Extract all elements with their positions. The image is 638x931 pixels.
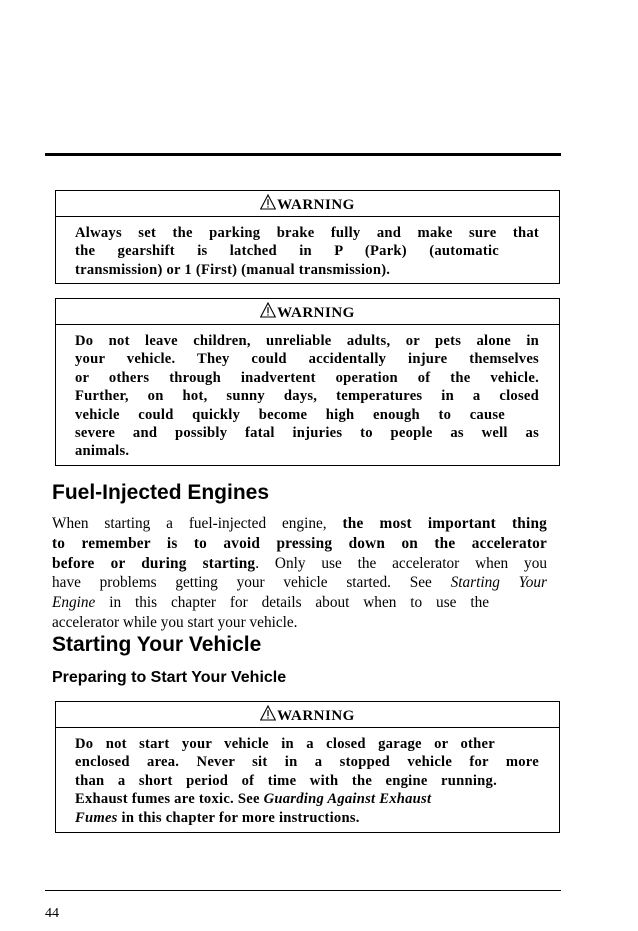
warning-line: Exhaust fumes are toxic. See	[75, 791, 260, 808]
text-run: When starting a fuel-injected engine,	[52, 515, 327, 532]
bold-run: to remember is to avoid pressing down on the accelerator	[52, 534, 547, 552]
warning-text	[56, 325, 559, 465]
warning-line: in this chapter for more instructions.	[121, 809, 360, 826]
warning-line: severe and possibly fatal injuries to people as well as	[75, 425, 539, 442]
warning-line: animals.	[75, 443, 130, 460]
italic-reference: Starting Your	[450, 574, 547, 592]
warning-line: your vehicle. They could accidentally injure themselves	[75, 351, 539, 368]
bold-run: before or during starting	[52, 554, 256, 572]
fuel-injected-paragraph	[52, 514, 547, 633]
heading-fuel-injected-engines: Fuel-Injected Engines	[52, 481, 270, 504]
warning-line: Further, on hot, sunny days, temperatures in a closed	[75, 388, 539, 405]
warning-label: WARNING	[277, 197, 355, 213]
warning-triangle-icon	[260, 194, 276, 210]
warning-line: or others through inadvertent operation of the vehicle.	[75, 369, 539, 386]
italic-reference: Engine	[52, 594, 96, 612]
warning-label: WARNING	[277, 305, 355, 321]
warning-line: transmission) or 1 (First) (manual transmission).	[75, 261, 391, 278]
subheading-preparing-to-start: Preparing to Start Your Vehicle	[52, 669, 287, 686]
warning-label: WARNING	[277, 708, 355, 724]
warning-line: Always set the parking brake fully and make sure that	[75, 225, 539, 241]
bottom-rule	[45, 890, 561, 891]
warning-line: vehicle could quickly become high enough to cause	[75, 406, 505, 423]
text-run: . Only use the accelerator when you	[255, 554, 547, 572]
warning-header	[56, 191, 559, 217]
warning-text	[56, 728, 559, 832]
bold-run: the most important thing	[342, 515, 548, 532]
text-run: have problems getting your vehicle started. See	[52, 574, 432, 592]
warning-line: the gearshift is latched in P (Park) (automatic	[75, 243, 499, 260]
warning-box-exhaust	[55, 701, 560, 833]
warning-box-children	[55, 298, 560, 466]
warning-header	[56, 299, 559, 325]
warning-triangle-icon	[260, 302, 276, 318]
text-run: accelerator while you start your vehicle.	[52, 613, 298, 631]
warning-text	[56, 217, 559, 283]
warning-line: Do not leave children, unreliable adults, or pets alone in	[75, 333, 539, 349]
warning-line: Do not start your vehicle in a closed garage or other	[75, 736, 495, 752]
warning-header	[56, 702, 559, 728]
warning-line: than a short period of time with the engine running.	[75, 772, 497, 789]
warning-box-parking	[55, 190, 560, 284]
top-rule	[45, 153, 561, 156]
warning-triangle-icon	[260, 705, 276, 721]
italic-reference: Fumes	[75, 809, 118, 826]
warning-line: enclosed area. Never sit in a stopped vehicle for more	[75, 754, 539, 771]
italic-reference: Guarding Against Exhaust	[263, 791, 432, 808]
text-run: in this chapter for details about when to use the	[109, 594, 490, 612]
heading-starting-your-vehicle: Starting Your Vehicle	[52, 633, 262, 656]
page-number: 44	[45, 906, 59, 921]
